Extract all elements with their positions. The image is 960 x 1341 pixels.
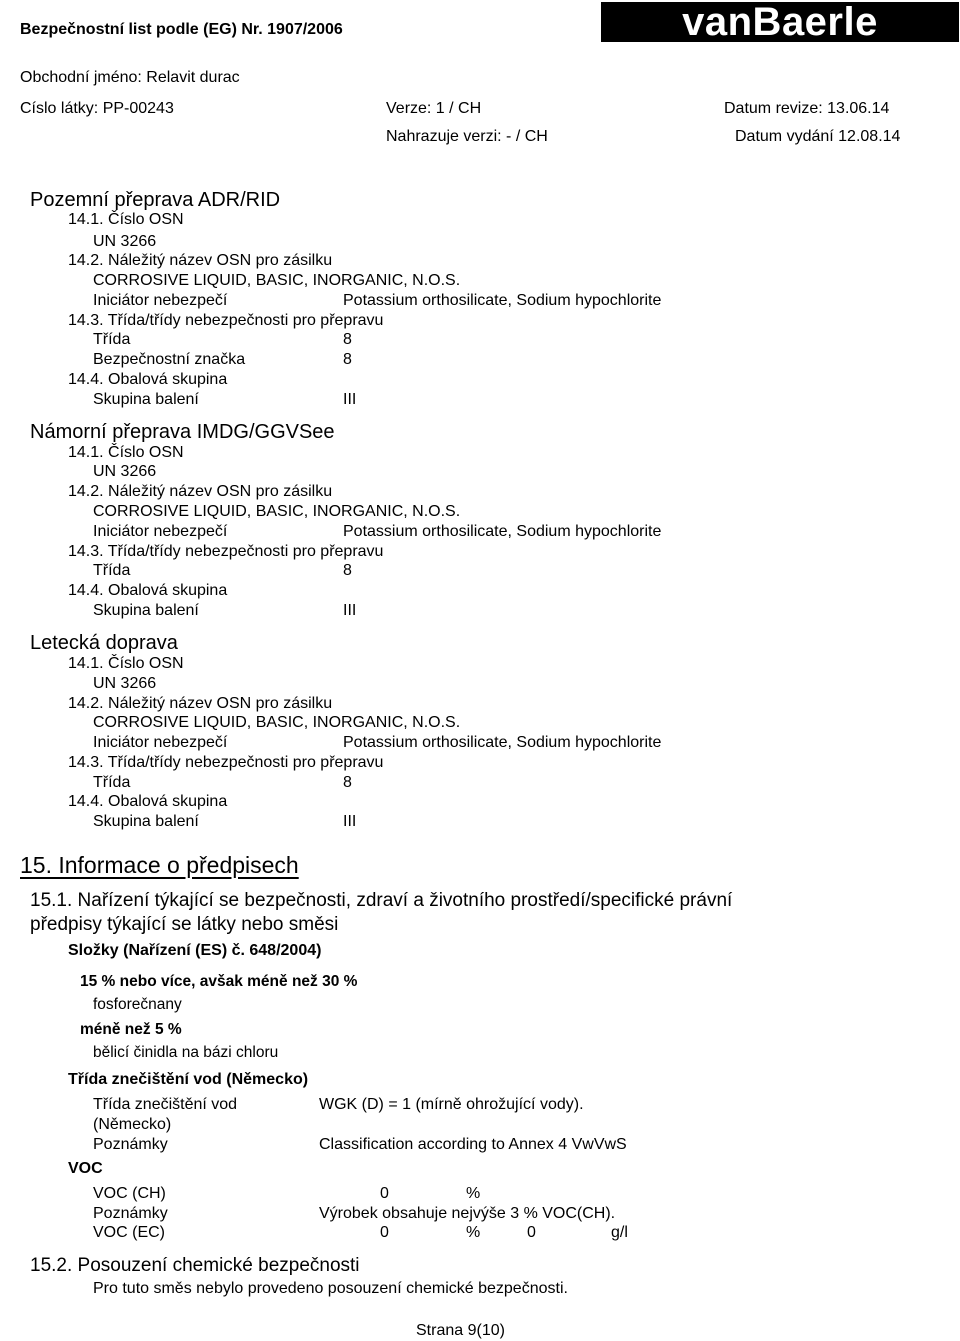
air-class-label: Třída	[93, 774, 131, 791]
air-pack-heading: 14.4. Obalová skupina	[68, 793, 228, 810]
section-15-1-heading-line2: předpisy týkající se látky nebo směsi	[30, 914, 339, 935]
air-name-heading: 14.2. Náležitý název OSN pro zásilku	[68, 695, 333, 712]
land-class-value: 8	[343, 331, 352, 348]
water-class-label: Třída znečištění vod	[93, 1096, 238, 1113]
version: Verze: 1 / CH	[386, 100, 482, 117]
land-name-heading: 14.2. Náležitý název OSN pro zásilku	[68, 252, 333, 269]
land-pack-label: Skupina balení	[93, 391, 199, 408]
voc-ch-label: VOC (CH)	[93, 1185, 166, 1202]
voc-ec-label: VOC (EC)	[93, 1224, 165, 1241]
land-initiator-value: Potassium orthosilicate, Sodium hypochlorite	[343, 292, 662, 309]
sea-un-value: UN 3266	[93, 463, 157, 480]
air-name-value: CORROSIVE LIQUID, BASIC, INORGANIC, N.O.S.	[93, 714, 461, 731]
section-15-title: 15. Informace o předpisech	[20, 852, 299, 878]
sea-class-heading: 14.3. Třída/třídy nebezpečnosti pro přepravu	[68, 543, 384, 560]
air-transport-title: Letecká doprava	[30, 632, 178, 654]
document-title: Bezpečnostní list podle (EG) Nr. 1907/2006	[20, 21, 343, 38]
air-initiator-label: Iniciátor nebezpečí	[93, 734, 228, 751]
sea-initiator-value: Potassium orthosilicate, Sodium hypochlorite	[343, 523, 662, 540]
sea-initiator-label: Iniciátor nebezpečí	[93, 523, 228, 540]
land-initiator-label: Iniciátor nebezpečí	[93, 292, 228, 309]
land-un-heading: 14.1. Číslo OSN	[68, 211, 184, 228]
land-class-heading: 14.3. Třída/třídy nebezpečnosti pro přepravu	[68, 312, 384, 329]
voc-notes-label: Poznámky	[93, 1205, 168, 1222]
water-notes-label: Poznámky	[93, 1136, 168, 1153]
range-under-5: méně než 5 %	[80, 1021, 182, 1038]
vanbaerle-logo: vanBaerle	[601, 2, 959, 42]
air-class-value: 8	[343, 774, 352, 791]
water-class-heading: Třída znečištění vod (Německo)	[68, 1071, 309, 1088]
chlorine-bleach: bělicí činidla na bázi chloru	[93, 1044, 279, 1061]
air-initiator-value: Potassium orthosilicate, Sodium hypochlorite	[343, 734, 662, 751]
air-pack-label: Skupina balení	[93, 813, 199, 830]
section-15-2-heading: 15.2. Posouzení chemické bezpečnosti	[30, 1255, 360, 1276]
components-heading: Složky (Nařízení (ES) č. 648/2004)	[68, 942, 322, 959]
section-15-1-heading-line1: 15.1. Nařízení týkající se bezpečnosti, zdraví a životního prostředí/specifické právní	[30, 890, 733, 911]
land-un-value: UN 3266	[93, 233, 157, 250]
water-notes-value: Classification according to Annex 4 VwVwS	[319, 1136, 627, 1153]
sea-un-heading: 14.1. Číslo OSN	[68, 444, 184, 461]
issue-date: Datum vydání 12.08.14	[735, 128, 901, 145]
voc-heading: VOC	[68, 1160, 103, 1177]
land-pack-value: III	[343, 391, 357, 408]
section-15-2-text: Pro tuto směs nebylo provedeno posouzení chemické bezpečnosti.	[93, 1280, 568, 1297]
voc-ch-unit: %	[466, 1185, 481, 1202]
trade-name: Obchodní jméno: Relavit durac	[20, 69, 240, 86]
revision-date: Datum revize: 13.06.14	[724, 100, 890, 117]
sea-class-label: Třída	[93, 562, 131, 579]
sea-class-value: 8	[343, 562, 352, 579]
water-class-value: WGK (D) = 1 (mírně ohrožující vody).	[319, 1096, 584, 1113]
phosphates: fosforečnany	[93, 996, 182, 1013]
air-un-heading: 14.1. Číslo OSN	[68, 655, 184, 672]
replaces-version: Nahrazuje verzi: - / CH	[386, 128, 548, 145]
voc-ec-unit: %	[466, 1224, 481, 1241]
sea-pack-heading: 14.4. Obalová skupina	[68, 582, 228, 599]
air-pack-value: III	[343, 813, 357, 830]
sea-name-heading: 14.2. Náležitý název OSN pro zásilku	[68, 483, 333, 500]
sea-pack-value: III	[343, 602, 357, 619]
sea-transport-title: Námorní přeprava IMDG/GGVSee	[30, 421, 335, 443]
land-pack-heading: 14.4. Obalová skupina	[68, 371, 228, 388]
sea-pack-label: Skupina balení	[93, 602, 199, 619]
sea-name-value: CORROSIVE LIQUID, BASIC, INORGANIC, N.O.S.	[93, 503, 461, 520]
voc-ch-value: 0	[380, 1185, 389, 1202]
land-class-label: Třída	[93, 331, 131, 348]
land-sign-label: Bezpečnostní značka	[93, 351, 246, 368]
voc-ec-value-gl: 0	[527, 1224, 536, 1241]
voc-ec-value: 0	[380, 1224, 389, 1241]
page-number: Strana 9(10)	[416, 1322, 505, 1339]
range-15-30: 15 % nebo více, avšak méně než 30 %	[80, 973, 358, 990]
water-class-label-country: (Německo)	[93, 1116, 172, 1133]
land-transport-title: Pozemní přeprava ADR/RID	[30, 189, 281, 211]
air-un-value: UN 3266	[93, 675, 157, 692]
substance-number: Císlo látky: PP-00243	[20, 100, 174, 117]
voc-ec-unit-gl: g/l	[611, 1224, 628, 1241]
voc-notes-value: Výrobek obsahuje nejvýše 3 % VOC(CH).	[319, 1205, 616, 1222]
land-sign-value: 8	[343, 351, 352, 368]
land-name-value: CORROSIVE LIQUID, BASIC, INORGANIC, N.O.S.	[93, 272, 461, 289]
air-class-heading: 14.3. Třída/třídy nebezpečnosti pro přepravu	[68, 754, 384, 771]
